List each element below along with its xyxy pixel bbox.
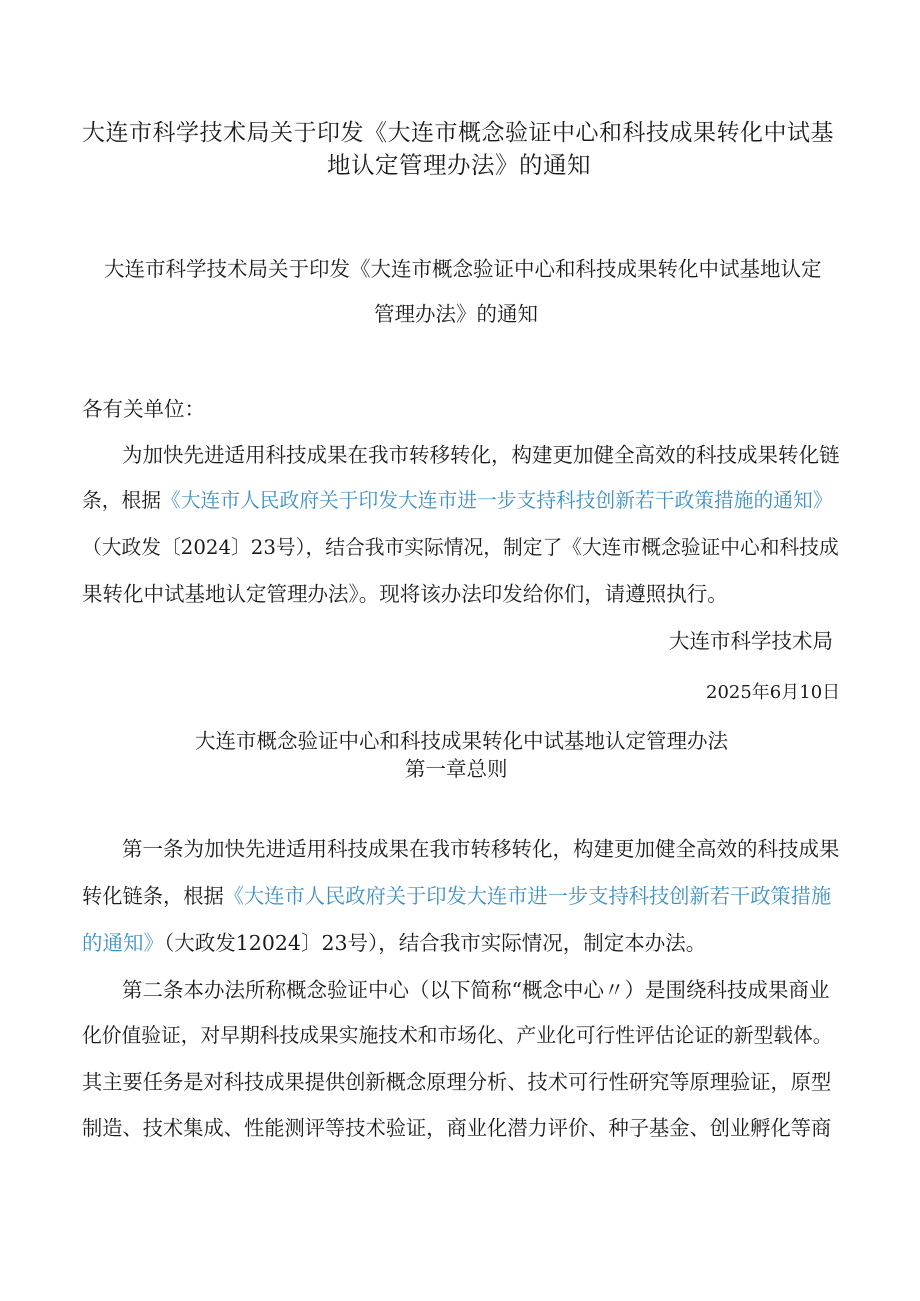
article-1-line-1: 第一条为加快先进适用科技成果在我市转移转化，构建更加健全高效的科技成果 [122, 837, 840, 861]
doc-title-line-1: 大连市科学技术局关于印发《大连市概念验证中心和科技成果转化中试基 [82, 120, 834, 146]
salutation: 各有关单位： [82, 397, 205, 421]
p1-line-2 [82, 484, 833, 513]
article-1-line-3 [82, 926, 706, 956]
policy-notice-link-2-cont[interactable]: 的通知》 [82, 931, 164, 955]
article-1-line-2-text: 转化链条，根据 [82, 884, 224, 908]
p1-line-1: 为加快先进适用科技成果在我市转移转化，构建更加健全高效的科技成果转化链 [122, 443, 840, 467]
p1-line-4: 果转化中试基地认定管理办法》。现将该办法印发给你们，请遵照执行。 [82, 582, 728, 606]
chapter-1-heading: 第一章总则 [405, 757, 508, 781]
article-2-line-1: 第二条本办法所称概念验证中心（以下简称“概念中心〃）是围绕科技成果商业 [122, 978, 830, 1002]
p1-line-3: （大政发〔2024〕23号），结合我市实际情况，制定了《大连市概念验证中心和科技成 [82, 536, 839, 559]
article-2-line-3: 其主要任务是对科技成果提供创新概念原理分析、技术可行性研究等原理验证，原型 [82, 1070, 832, 1094]
article-2-line-2: 化价值验证，对早期科技成果实施技术和市场化、产业化可行性评估论证的新型载体。 [82, 1024, 833, 1047]
issue-date: 2025年6月10日 [706, 682, 841, 703]
p1-line-2-text: 条，根据 [82, 489, 162, 512]
measures-title: 大连市概念验证中心和科技成果转化中试基地认定管理办法 [195, 729, 728, 753]
policy-notice-link-2[interactable]: 《大连市人民政府关于印发大连市进一步支持科技创新若干政策措施 [223, 884, 832, 908]
article-2-line-4: 制造、技术集成、性能测评等技术验证，商业化潜力评价、种子基金、创业孵化等商 [82, 1116, 832, 1140]
doc-title-line-2: 地认定管理办法》的通知 [327, 151, 591, 179]
article-1-line-2 [82, 880, 831, 909]
doc-subtitle-line-2: 管理办法》的通知 [374, 302, 538, 326]
doc-subtitle-line-1: 大连市科学技术局关于印发《大连市概念验证中心和科技成果转化中试基地认定 [104, 257, 822, 281]
article-1-line-3-text: （大政发12024〕23号），结合我市实际情况，制定本办法。 [164, 931, 707, 955]
signature: 大连市科学技术局 [669, 629, 833, 653]
policy-notice-link[interactable]: 《大连市人民政府关于印发大连市进一步支持科技创新若干政策措施的通知》 [161, 489, 833, 512]
